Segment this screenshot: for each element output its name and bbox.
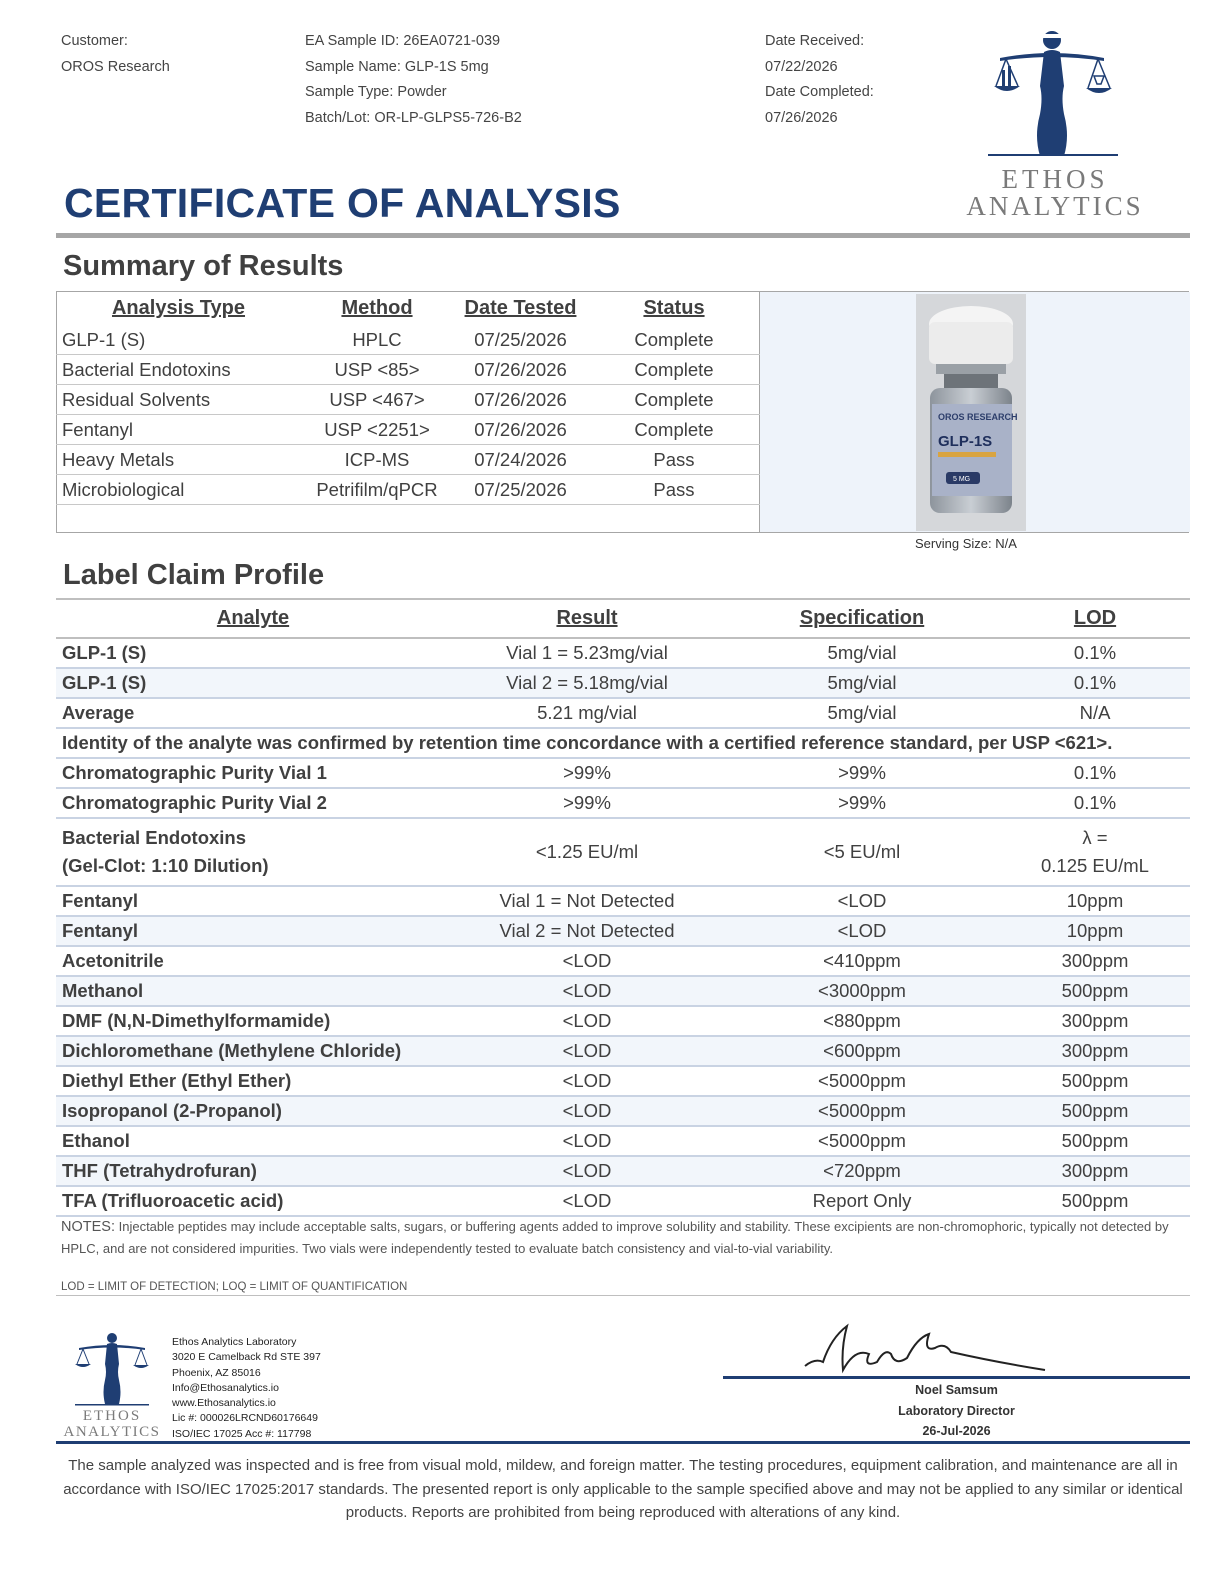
table-row [56,445,760,475]
status-cell: Complete [588,415,760,445]
label-claim-table [56,598,1190,1217]
lod-cell: 500ppm [1000,1066,1190,1096]
signature-line [723,1376,1190,1379]
lod-cell: 500ppm [1000,1186,1190,1216]
specification-cell: >99% [724,788,1000,818]
analyte-cell: THF (Tetrahydrofuran) [56,1156,450,1186]
table-row [56,758,1190,788]
vial-dose: 5 MG [953,476,971,483]
sample-id: EA Sample ID: 26EA0721-039 [305,33,501,49]
identity-note-row [56,728,1190,758]
date-tested-cell: 07/26/2026 [453,385,588,415]
specification-cell: Report Only [724,1186,1000,1216]
table-row [56,1156,1190,1186]
lab-license: Lic #: 000026LRCND60176649 [172,1412,318,1425]
table-row [56,1096,1190,1126]
specification-cell: <600ppm [724,1036,1000,1066]
col-analysis-type: Analysis Type [111,297,246,319]
date-tested-cell: 07/24/2026 [453,445,588,475]
footer-justice-figure-icon [57,1330,167,1410]
status-cell: Complete [588,355,760,385]
col-date-tested: Date Tested [464,297,577,319]
method-cell: HPLC [301,325,453,355]
analyte-cell: Ethanol [56,1126,450,1156]
signatory-name: Noel Samsum [915,1383,998,1397]
result-cell: <LOD [450,1096,724,1126]
analyte-cell: Fentanyl [56,886,450,916]
endotoxin-result: <1.25 EU/ml [450,818,724,886]
endotoxin-lod-line1: λ = [1082,827,1108,848]
lod-cell: 500ppm [1000,976,1190,1006]
sample-block [305,29,522,131]
result-cell: Vial 1 = Not Detected [450,886,724,916]
analyte-cell: Chromatographic Purity Vial 1 [56,758,450,788]
date-received-label: Date Received: [765,33,865,49]
result-cell: Vial 2 = Not Detected [450,916,724,946]
specification-cell: <5000ppm [724,1096,1000,1126]
lod-cell: 300ppm [1000,946,1190,976]
label-claim-heading: Label Claim Profile [63,559,325,591]
table-row [56,1186,1190,1216]
result-cell: >99% [450,758,724,788]
lod-cell: 0.1% [1000,758,1190,788]
sample-type: Sample Type: Powder [305,84,447,100]
notes-text: Injectable peptides may include acceptable salts, sugars, or buffering agents added to improve solubility and stability. These excipients are non-chromophoric, typically not detected by HPLC, and are not considered impurities. Two vials were independently tested to evaluate batch consistency and vial-to-vial variability. [61,1219,1169,1256]
logo-line2: ANALYTICS [966,191,1144,221]
lod-cell: 300ppm [1000,1156,1190,1186]
analyte-cell: Average [56,698,450,728]
col-analyte: Analyte [56,599,450,638]
vial-product: GLP-1S [938,433,993,450]
vial-brand: OROS RESEARCH [938,412,1018,422]
identity-note: Identity of the analyte was confirmed by retention time concordance with a certified reference standard, per USP <621>. [56,728,1190,758]
signature-date: 26-Jul-2026 [922,1424,991,1438]
col-specification: Specification [724,599,1000,638]
endotoxin-analyte [56,818,450,886]
table-row [56,1006,1190,1036]
analysis-type-cell: Bacterial Endotoxins [56,355,301,385]
result-cell: 5.21 mg/vial [450,698,724,728]
analyte-cell: Diethyl Ether (Ethyl Ether) [56,1066,450,1096]
notes-label: NOTES: [61,1219,115,1235]
lab-email: Info@Ethosanalytics.io [172,1381,279,1394]
analyte-cell: TFA (Trifluoroacetic acid) [56,1186,450,1216]
lod-cell: 500ppm [1000,1096,1190,1126]
table-row [56,1066,1190,1096]
method-cell: Petrifilm/qPCR [301,475,453,505]
date-received: 07/22/2026 [765,58,838,75]
analysis-type-cell: Heavy Metals [56,445,301,475]
notes [61,1216,1181,1260]
lod-cell: 500ppm [1000,1126,1190,1156]
result-cell: Vial 1 = 5.23mg/vial [450,638,724,668]
specification-cell: <3000ppm [724,976,1000,1006]
date-completed-label: Date Completed: [765,84,874,100]
footer-logo [57,1330,167,1442]
lod-cell: 10ppm [1000,886,1190,916]
footer-disclaimer: The sample analyzed was inspected and is free from visual mold, mildew, and foreign matter. The testing procedures, equipment calibration, and maintenance are all in accordance with ISO/IEC 17025:2017 standards. The presented report is only applicable to the sample specified above and may not be applied to any similar or identical products. Reports are prohibited from being reproduced with alterations of any kind. [63,1457,1183,1522]
date-completed: 07/26/2026 [765,109,838,126]
specification-cell: 5mg/vial [724,698,1000,728]
endotoxin-row [56,818,1190,886]
lcp-header-row [56,599,1190,638]
lod-cell: 0.1% [1000,788,1190,818]
table-row [56,475,760,505]
result-cell: <LOD [450,976,724,1006]
lod-cell: 0.1% [1000,638,1190,668]
table-row [56,385,760,415]
specification-cell: <LOD [724,916,1000,946]
result-cell: <LOD [450,1006,724,1036]
summary-table [56,292,760,505]
customer-block [61,29,170,80]
result-cell: >99% [450,788,724,818]
lab-name: Ethos Analytics Laboratory [172,1336,297,1348]
lab-address [172,1335,321,1442]
status-cell: Complete [588,385,760,415]
logo-line1: ETHOS [1001,164,1109,194]
specification-cell: 5mg/vial [724,668,1000,698]
summary-heading: Summary of Results [63,250,344,282]
lod-cell: N/A [1000,698,1190,728]
summary-header-row [56,292,760,325]
lod-cell: 300ppm [1000,1006,1190,1036]
status-cell: Pass [588,475,760,505]
endotoxin-lod [1000,818,1190,886]
analyte-cell: GLP-1 (S) [56,638,450,668]
footer-divider [56,1441,1190,1444]
date-tested-cell: 07/25/2026 [453,475,588,505]
lod-legend: LOD = LIMIT OF DETECTION; LOQ = LIMIT OF QUANTIFICATION [61,1281,408,1293]
method-cell: ICP-MS [301,445,453,475]
specification-cell: <5000ppm [724,1066,1000,1096]
table-row [56,976,1190,1006]
analyte-cell: Fentanyl [56,916,450,946]
date-tested-cell: 07/25/2026 [453,325,588,355]
ethos-logo [960,26,1150,226]
col-method: Method [341,297,413,319]
result-cell: <LOD [450,946,724,976]
col-status: Status [643,297,705,319]
sample-name: Sample Name: GLP-1S 5mg [305,58,489,75]
lab-address-line1: 3020 E Camelback Rd STE 397 [172,1351,321,1364]
method-cell: USP <2251> [301,415,453,445]
table-row [56,638,1190,668]
date-tested-cell: 07/26/2026 [453,415,588,445]
analyte-cell: Isopropanol (2-Propanol) [56,1096,450,1126]
page-title: CERTIFICATE OF ANALYSIS [64,180,621,226]
method-cell: USP <85> [301,355,453,385]
vial-photo [916,294,1026,531]
table-row [56,668,1190,698]
specification-cell: <880ppm [724,1006,1000,1036]
analysis-type-cell: Residual Solvents [56,385,301,415]
table-row [56,946,1190,976]
col-lod: LOD [1000,599,1190,638]
vial-image-icon [916,294,1026,531]
lab-website: www.Ethosanalytics.io [172,1397,276,1410]
footer-logo-line2: ANALYTICS [63,1424,161,1440]
lod-cell: 300ppm [1000,1036,1190,1066]
lod-cell: 0.1% [1000,668,1190,698]
status-cell: Complete [588,325,760,355]
table-row [56,886,1190,916]
batch-lot: Batch/Lot: OR-LP-GLPS5-726-B2 [305,109,522,126]
notes-divider [56,1295,1190,1296]
analyte-cell: Acetonitrile [56,946,450,976]
analyte-cell: DMF (N,N-Dimethylformamide) [56,1006,450,1036]
analysis-type-cell: Fentanyl [56,415,301,445]
date-tested-cell: 07/26/2026 [453,355,588,385]
justice-figure-icon [960,26,1150,166]
result-cell: <LOD [450,1066,724,1096]
endotoxin-lod-line2: 0.125 EU/mL [1041,855,1149,876]
method-cell: USP <467> [301,385,453,415]
specification-cell: <LOD [724,886,1000,916]
specification-cell: <5000ppm [724,1126,1000,1156]
endotoxin-analyte-line1: Bacterial Endotoxins [62,827,247,848]
dates-block [765,29,874,131]
result-cell: <LOD [450,1036,724,1066]
result-cell: <LOD [450,1156,724,1186]
table-row [56,1036,1190,1066]
specification-cell: <410ppm [724,946,1000,976]
col-result: Result [450,599,724,638]
lod-cell: 10ppm [1000,916,1190,946]
specification-cell: >99% [724,758,1000,788]
serving-size: Serving Size: N/A [915,536,1017,551]
lab-address-line2: Phoenix, AZ 85016 [172,1366,261,1379]
result-cell: Vial 2 = 5.18mg/vial [450,668,724,698]
table-row [56,788,1190,818]
status-cell: Pass [588,445,760,475]
result-cell: <LOD [450,1186,724,1216]
analysis-type-cell: Microbiological [56,475,301,505]
specification-cell: <720ppm [724,1156,1000,1186]
customer-label: Customer: [61,33,128,49]
table-row [56,355,760,385]
analyte-cell: Chromatographic Purity Vial 2 [56,788,450,818]
endotoxin-spec: <5 EU/ml [724,818,1000,886]
analyte-cell: Dichloromethane (Methylene Chloride) [56,1036,450,1066]
specification-cell: 5mg/vial [724,638,1000,668]
endotoxin-analyte-line2: (Gel-Clot: 1:10 Dilution) [62,855,269,876]
table-row [56,325,760,355]
title-divider [56,233,1190,238]
footer-logo-line1: ETHOS [82,1408,142,1424]
signatory [723,1380,1190,1442]
table-row [56,415,760,445]
customer-value: OROS Research [61,58,170,75]
result-cell: <LOD [450,1126,724,1156]
lab-iso: ISO/IEC 17025 Acc #: 117798 [172,1427,312,1440]
table-row [56,916,1190,946]
table-row [56,698,1190,728]
table-row [56,1126,1190,1156]
signatory-title: Laboratory Director [898,1403,1015,1418]
analyte-cell: GLP-1 (S) [56,668,450,698]
signature-icon [795,1318,1055,1378]
analysis-type-cell: GLP-1 (S) [56,325,301,355]
analyte-cell: Methanol [56,976,450,1006]
